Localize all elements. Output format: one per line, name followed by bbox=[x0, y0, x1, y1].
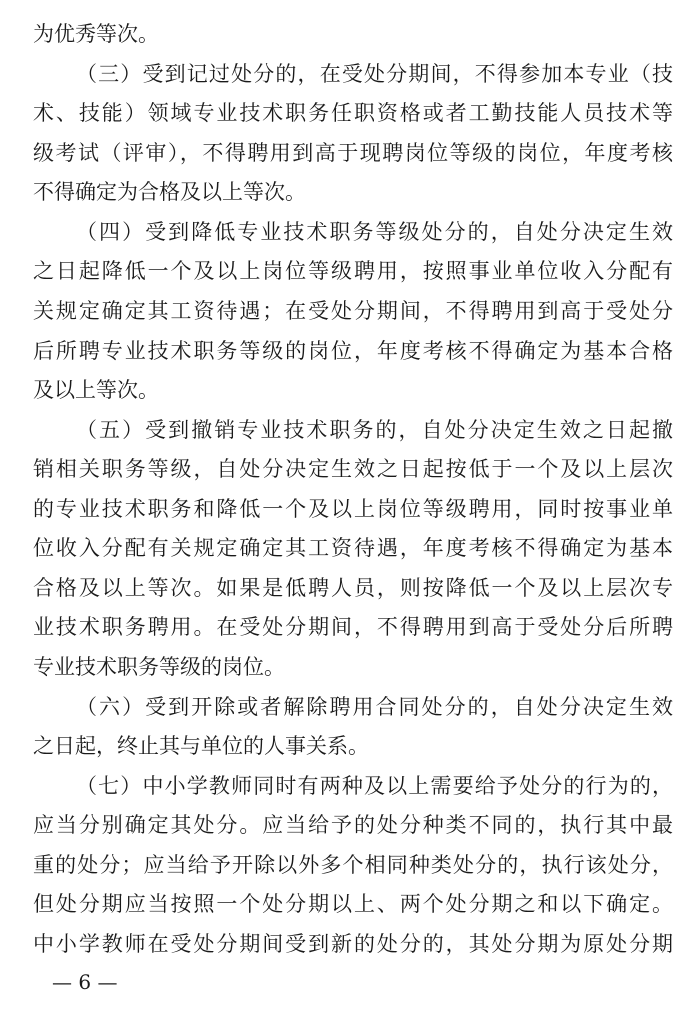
text-line: 为优秀等次。 bbox=[33, 22, 159, 46]
paragraph-6-heading-line: （六）受到开除或者解除聘用合同处分的，自处分决定生效 bbox=[76, 694, 673, 719]
text-line: 关规定确定其工资待遇；在受处分期间，不得聘用到高于受处分 bbox=[33, 298, 673, 323]
text-line: 不得确定为合格及以上等次。 bbox=[33, 180, 306, 205]
text-line: 级考试（评审），不得聘用到高于现聘岗位等级的岗位，年度考核 bbox=[33, 140, 673, 165]
text-line: 的专业技术职务和降低一个及以上岗位等级聘用，同时按事业单 bbox=[33, 496, 673, 521]
page-number: — 6 — bbox=[52, 970, 118, 994]
paragraph-3-heading-line: （三）受到记过处分的，在受处分期间，不得参加本专业（技 bbox=[76, 61, 673, 86]
paragraph-5-heading-line: （五）受到撤销专业技术职务的，自处分决定生效之日起撤 bbox=[76, 417, 673, 442]
paragraph-7-heading-line: （七）中小学教师同时有两种及以上需要给予处分的行为的， bbox=[76, 773, 673, 798]
text-line: 位收入分配有关规定确定其工资待遇，年度考核不得确定为基本 bbox=[33, 536, 673, 561]
text-line: 重的处分；应当给予开除以外多个相同种类处分的，执行该处分， bbox=[33, 852, 673, 877]
text-line: 中小学教师在受处分期间受到新的处分的，其处分期为原处分期 bbox=[33, 932, 673, 956]
text-line: 专业技术职务等级的岗位。 bbox=[33, 655, 285, 680]
text-line: 业技术职务聘用。在受处分期间，不得聘用到高于受处分后所聘 bbox=[33, 615, 673, 640]
text-line: 之日起，终止其与单位的人事关系。 bbox=[33, 734, 369, 759]
text-line: 但处分期应当按照一个处分期以上、两个处分期之和以下确定。 bbox=[33, 892, 673, 917]
paragraph-4-heading-line: （四）受到降低专业技术职务等级处分的，自处分决定生效 bbox=[76, 219, 673, 244]
text-line: 应当分别确定其处分。应当给予的处分种类不同的，执行其中最 bbox=[33, 813, 673, 838]
text-line: 销相关职务等级，自处分决定生效之日起按低于一个及以上层次 bbox=[33, 457, 673, 482]
text-line: 之日起降低一个及以上岗位等级聘用，按照事业单位收入分配有 bbox=[33, 259, 673, 284]
text-line: 及以上等次。 bbox=[33, 378, 159, 403]
text-line: 合格及以上等次。如果是低聘人员，则按降低一个及以上层次专 bbox=[33, 575, 673, 600]
text-line: 术、技能）领域专业技术职务任职资格或者工勤技能人员技术等 bbox=[33, 101, 673, 126]
text-line: 后所聘专业技术职务等级的岗位，年度考核不得确定为基本合格 bbox=[33, 338, 673, 363]
